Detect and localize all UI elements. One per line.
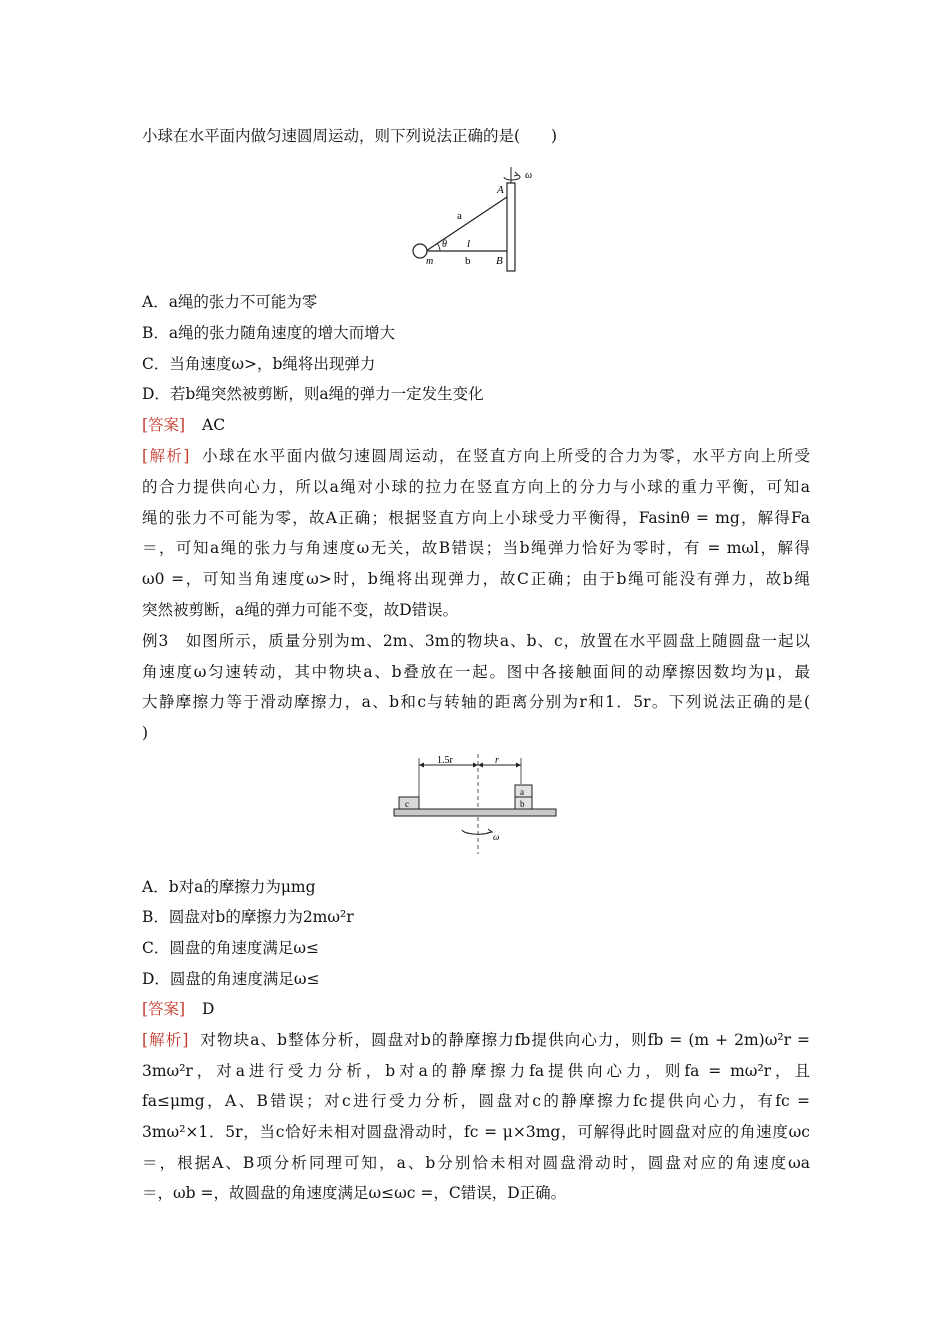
example3-stem-1: 例3 如图所示，质量分别为m、2m、3m的物块a、b、c，放置在水平圆盘上随圆盘一起以 [142,632,810,650]
example3-stem-2: 角速度ω匀速转动，其中物块a、b叠放在一起。图中各接触面间的动摩擦因数均为μ，最 [142,663,810,681]
block-b-label: b [520,799,525,809]
block-a-label: a [520,787,524,797]
option-c: C．当角速度ω>，b绳将出现弹力 [142,355,376,373]
question-stem: 小球在水平面内做匀速圆周运动，则下列说法正确的是( ) [142,127,558,145]
distance-1-5r-label: 1.5r [437,755,453,766]
analysis-line-2: 的合力提供向心力，所以a绳对小球的拉力在竖直方向上的分力与小球的重力平衡，可知a [142,478,810,496]
answer-tag: [答案] [142,416,186,434]
option-a: A．a绳的张力不可能为零 [142,293,318,311]
analysis-line-4: ＝，可知a绳的张力与角速度ω无关，故B错误；当b绳弹力恰好为零时，有 = mωl，解得 [142,539,810,557]
ex3-analysis-tag: [解析] [142,1031,189,1049]
answer-line [142,415,810,435]
figure-disc-blocks [390,752,560,858]
ex3-option-a: A．b对a的摩擦力为μmg [142,878,316,896]
point-A-label: A [497,184,504,196]
ex3-option-c: C．圆盘的角速度满足ω≤ [142,939,319,957]
ex3-answer-tag: [答案] [142,1000,186,1018]
answer-value: AC [202,416,226,434]
disc-omega-label: ω [493,832,500,842]
length-l-label: l [467,238,471,250]
analysis-line-1: [解析] 小球在水平面内做匀速圆周运动，在竖直方向上所受的合力为零，水平方向上所受 [142,447,810,465]
mass-m-label: m [426,256,434,267]
figure-rope-ball [405,165,545,277]
point-B-label: B [496,255,503,267]
ex3-answer-line [142,999,810,1019]
option-d: D．若b绳突然被剪断，则a绳的弹力一定发生变化 [142,385,484,403]
ex3-option-b: B．圆盘对b的摩擦力为2mω²r [142,908,354,926]
distance-r-label: r [495,755,499,766]
ex3-analysis-line-5: ＝，根据A、B项分析同理可知，a、b分别恰未相对圆盘滑动时，圆盘对应的角速度ωa [142,1154,810,1172]
block-c-label: c [405,799,409,809]
analysis-line-3: 绳的张力不可能为零，故A正确；根据竖直方向上小球受力平衡得，Fasinθ = mg，解得Fa [142,509,810,527]
theta-label: θ [442,239,447,250]
analysis-tag: [解析] [142,447,190,465]
ex3-option-d: D．圆盘的角速度满足ω≤ [142,970,320,988]
analysis-line-5: ω0 =，可知当角速度ω>时，b绳将出现弹力，故C正确；由于b绳可能没有弹力，故b绳 [142,570,810,588]
example3-stem-4: ) [142,724,149,742]
ex3-analysis-line-4: 3mω²×1．5r，当c恰好未相对圆盘滑动时，fc = μ×3mg，可解得此时圆盘对应的角速度ωc [142,1123,810,1141]
option-b: B．a绳的张力随角速度的增大而增大 [142,324,396,342]
ex3-answer-value: D [202,1000,215,1018]
ex3-analysis-line-6: ＝，ωb =，故圆盘的角速度满足ω≤ωc =，C错误，D正确。 [142,1184,567,1202]
ex3-analysis-line-2: 3mω²r，对a进行受力分析，b对a的静摩擦力fa提供向心力，则fa = mω²r，且 [142,1062,810,1080]
ex3-analysis-line-3: fa≤μmg，A、B错误；对c进行受力分析，圆盘对c的静摩擦力fc提供向心力，有fc = [142,1092,810,1110]
rope-b-label: b [465,255,471,267]
omega-label: ω [525,170,533,181]
analysis-line-6: 突然被剪断，a绳的弹力可能不变，故D错误。 [142,601,459,619]
example3-stem-3: 大静摩擦力等于滑动摩擦力，a、b和c与转轴的距离分别为r和1．5r。下列说法正确的是( [142,693,810,711]
ex3-analysis-line-1: [解析] 对物块a、b整体分析，圆盘对b的静摩擦力fb提供向心力，则fb = (m + 2m)ω²r = [142,1031,810,1049]
rope-a-label: a [457,210,462,222]
